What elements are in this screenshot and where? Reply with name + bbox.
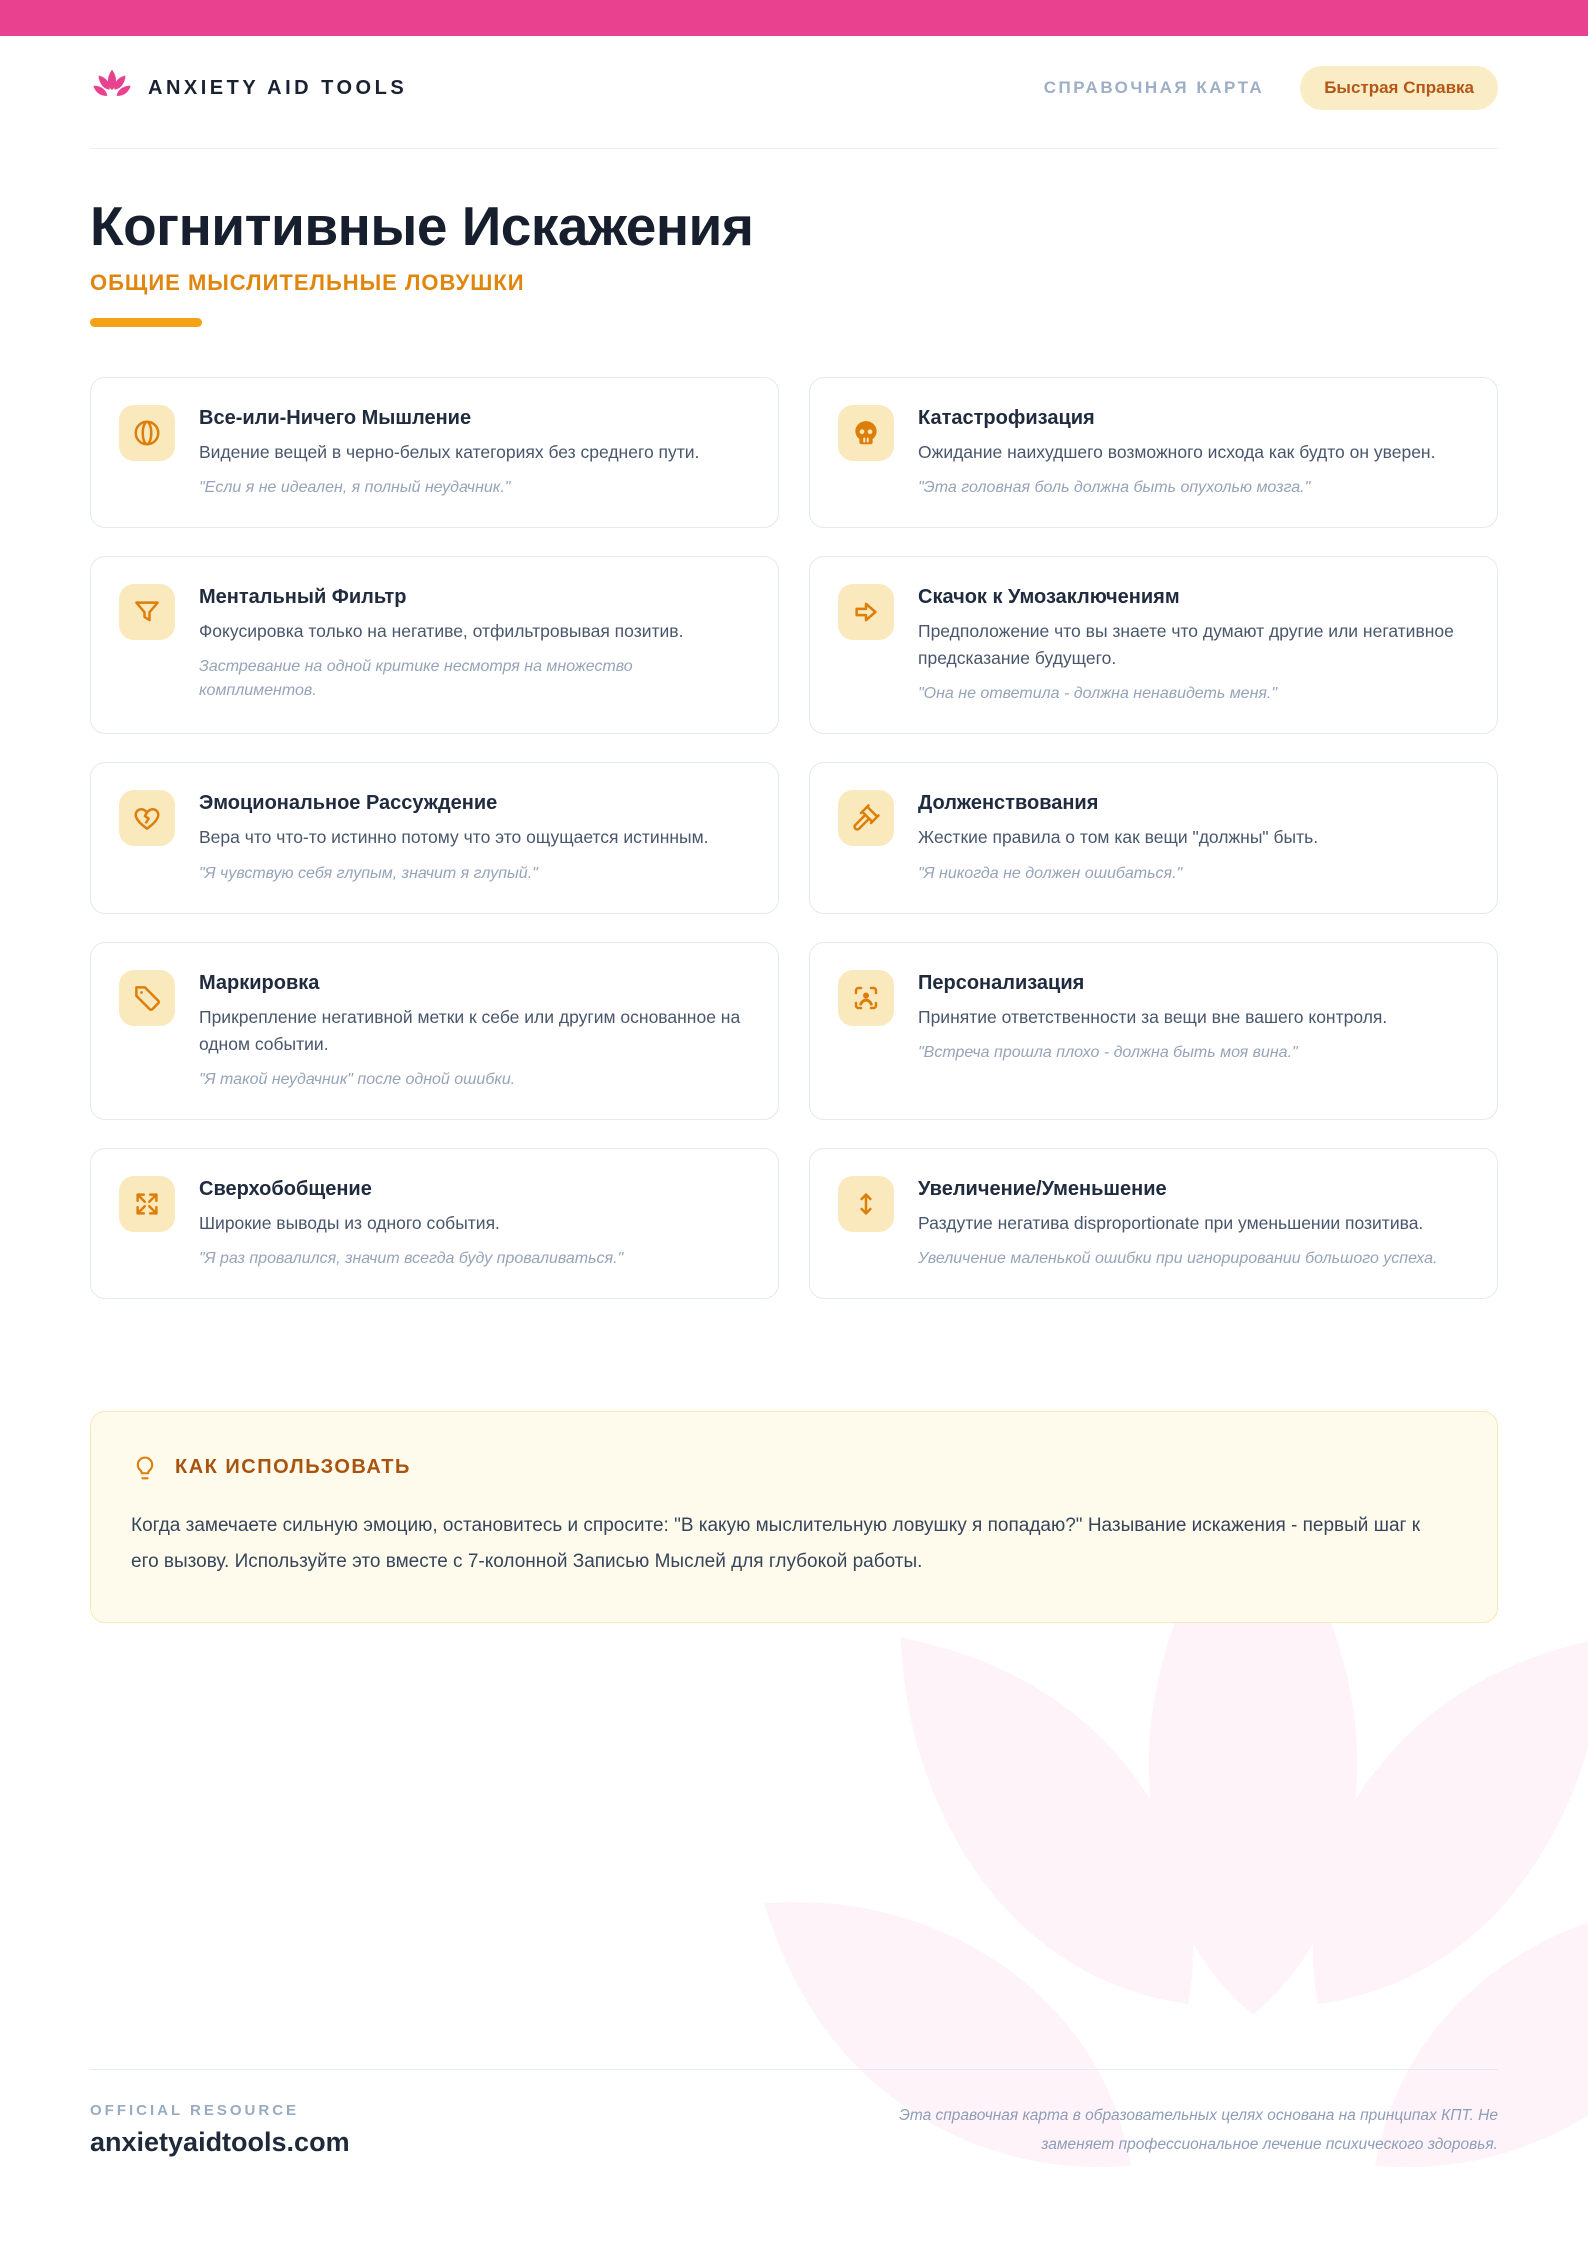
- card-body: [199, 790, 709, 885]
- footer-site-url: anxietyaidtools.com: [90, 2127, 350, 2157]
- brand-name: ANXIETY AID TOOLS: [148, 76, 408, 99]
- page-subtitle: ОБЩИЕ МЫСЛИТЕЛЬНЫЕ ЛОВУШКИ: [90, 270, 525, 295]
- distortion-card: [90, 1148, 779, 1299]
- card-description: Жесткие правила о том как вещи "должны" быть.: [918, 827, 1319, 848]
- distortion-card: [809, 377, 1498, 528]
- card-description: Предположение что вы знаете что думают другие или негативное предсказание будущего.: [918, 621, 1454, 669]
- card-example: "Если я не идеален, я полный неудачник.": [199, 479, 511, 497]
- card-body: [918, 405, 1435, 500]
- card-body: [918, 790, 1318, 885]
- card-description: Широкие выводы из одного события.: [199, 1212, 500, 1233]
- title-underline: [90, 318, 202, 327]
- distortion-card: [809, 1148, 1498, 1299]
- card-example: Увеличение маленькой ошибки при игнорировании большого успеха.: [918, 1249, 1438, 1267]
- card-title: Все-или-Ничего Мышление: [199, 407, 472, 429]
- card-example: "Встреча прошла плохо - должна быть моя вина.": [918, 1043, 1298, 1061]
- card-body: [199, 1176, 623, 1271]
- arrow-right-icon: [838, 584, 894, 640]
- arrows-up-down-icon: [838, 1176, 894, 1232]
- card-title: Скачок к Умозаключениям: [918, 586, 1180, 609]
- broken-heart-icon: [119, 790, 175, 846]
- card-description: Видение вещей в черно-белых категориях без среднего пути.: [199, 442, 700, 462]
- page-title: Когнитивные Искажения: [90, 195, 754, 257]
- doc-type-label: СПРАВОЧНАЯ КАРТА: [1043, 78, 1265, 97]
- card-example: "Я раз провалился, значит всегда буду проваливаться.": [199, 1249, 624, 1267]
- how-to-use-box: [90, 1411, 1498, 1623]
- lightbulb-icon: [131, 1454, 159, 1482]
- card-example: "Я чувствую себя глупым, значит я глупый.": [199, 864, 538, 882]
- card-example: "Она не ответила - должна ненавидеть меня.": [918, 685, 1278, 703]
- card-body: [199, 970, 750, 1092]
- card-description: Вера что что-то истинно потому что это ощущается истинным.: [199, 827, 709, 848]
- card-description: Раздутие негатива disproportionate при уменьшении позитива.: [918, 1212, 1424, 1233]
- tag-icon: [119, 970, 175, 1026]
- footer-left: [90, 2102, 350, 2158]
- card-example: "Эта головная боль должна быть опухолью мозга.": [918, 479, 1311, 497]
- how-to-use-title: КАК ИСПОЛЬЗОВАТЬ: [175, 1456, 411, 1479]
- card-body: [918, 1176, 1437, 1271]
- skull-icon: [838, 405, 894, 461]
- lotus-logo-icon: [90, 66, 134, 110]
- card-example: "Я никогда не должен ошибаться.": [918, 864, 1183, 882]
- quick-reference-badge: Быстрая Справка: [1300, 66, 1498, 110]
- footer: [90, 2069, 1498, 2159]
- header-right: [1044, 66, 1498, 110]
- footer-disclaimer: Эта справочная карта в образовательных целях основана на принципах КПТ. Не заменяет профессиональное лечение психического здоровья.: [899, 2107, 1498, 2153]
- distortion-card: [90, 377, 779, 528]
- distortion-card: [90, 942, 779, 1120]
- card-title: Увеличение/Уменьшение: [918, 1177, 1167, 1200]
- card-body: [918, 584, 1469, 706]
- distortion-card: [809, 762, 1498, 913]
- brand: [90, 66, 407, 110]
- card-example: Застревание на одной критике несмотря на множество комплиментов.: [199, 658, 633, 700]
- card-title: Долженствования: [918, 792, 1099, 815]
- card-title: Маркировка: [199, 971, 320, 994]
- header: [90, 36, 1498, 149]
- card-description: Ожидание наихудшего возможного исхода как будто он уверен.: [918, 442, 1436, 462]
- how-to-use-header: [131, 1454, 1457, 1482]
- how-to-use-body: Когда замечаете сильную эмоцию, остановитесь и спросите: "В какую мыслительную ловушку я попадаю?" Называние искажения - первый шаг к его вызову. Используйте это вместе с 7-колонной Записью Мыслей для глубокой работы.: [131, 1514, 1421, 1572]
- person-focus-icon: [838, 970, 894, 1026]
- distortion-card: [90, 556, 779, 734]
- distortion-card: [809, 942, 1498, 1120]
- gavel-icon: [838, 790, 894, 846]
- card-title: Эмоциональное Рассуждение: [199, 792, 498, 815]
- distortion-card: [90, 762, 779, 913]
- card-description: Прикрепление негативной метки к себе или другим основанное на одном событии.: [199, 1006, 741, 1054]
- card-title: Персонализация: [918, 971, 1085, 994]
- card-title: Сверхобобщение: [199, 1177, 372, 1200]
- cards-grid: [90, 377, 1498, 1299]
- card-body: [199, 405, 699, 500]
- card-title: Катастрофизация: [918, 407, 1095, 429]
- expand-icon: [119, 1176, 175, 1232]
- top-accent-bar: [0, 0, 1588, 36]
- card-body: [199, 584, 750, 703]
- card-description: Принятие ответственности за вещи вне вашего контроля.: [918, 1006, 1388, 1027]
- distortion-card: [809, 556, 1498, 734]
- footer-label: OFFICIAL RESOURCE: [90, 2102, 300, 2119]
- card-title: Ментальный Фильтр: [199, 586, 407, 609]
- card-example: "Я такой неудачник" после одной ошибки.: [199, 1070, 516, 1088]
- card-description: Фокусировка только на негативе, отфильтровывая позитив.: [199, 621, 684, 642]
- funnel-icon: [119, 584, 175, 640]
- contrast-icon: [119, 405, 175, 461]
- card-body: [918, 970, 1387, 1065]
